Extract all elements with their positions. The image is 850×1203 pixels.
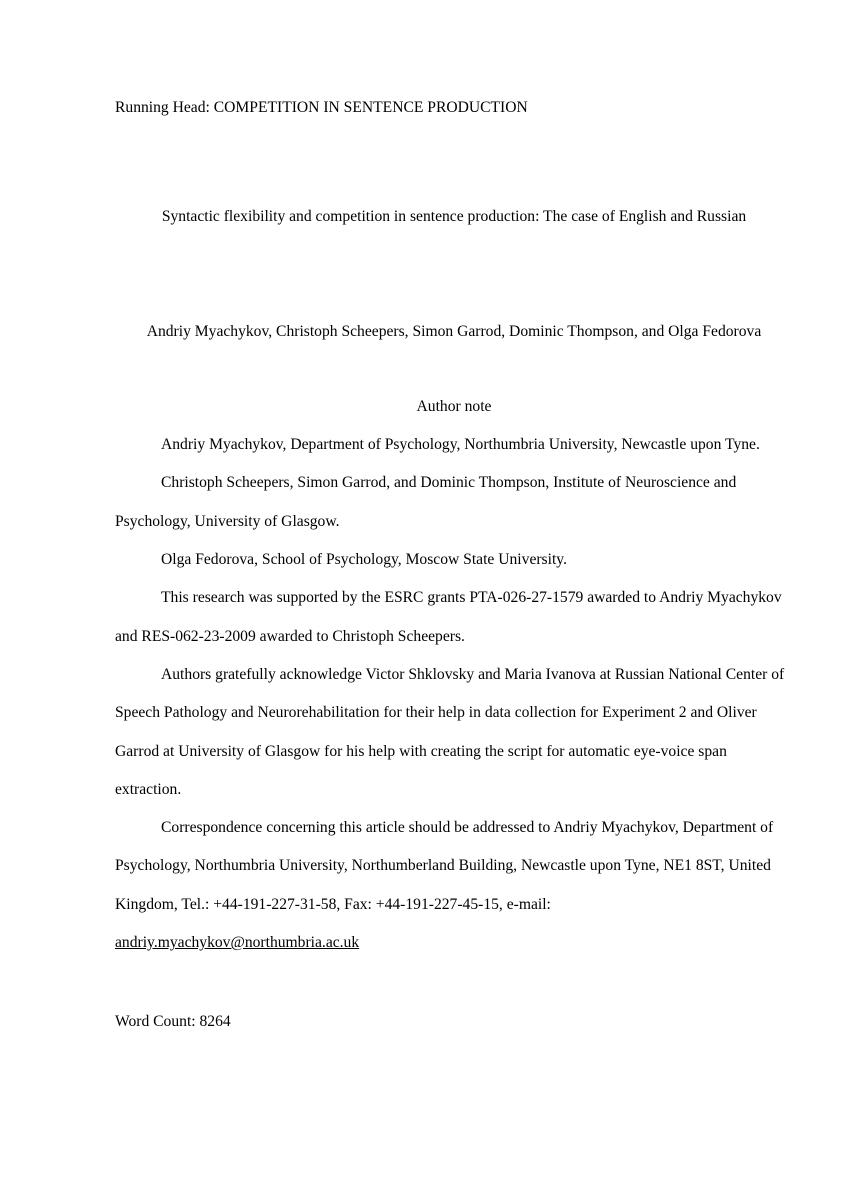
funding-paragraph: This research was supported by the ESRC grants PTA-026-27-1579 awarded to Andriy Myachykov and RES-062-23-2009 awarded to Christoph Scheepers. [115, 589, 782, 645]
page-content [115, 0, 793, 1042]
acknowledgements-paragraph: Authors gratefully acknowledge Victor Shklovsky and Maria Ivanova at Russian National Center of Speech Pathology and Neurorehabilitation for their help in data collection for Experiment 2 and Oliver Garrod at University of Glasgow for his help with creating the script for automatic eye-voice span extraction. [115, 665, 785, 798]
correspondence-text: Correspondence concerning this article should be addressed to Andriy Myachykov, Department of Psychology, Northumbria University, Northumberland Building, Newcastle upon Tyne, NE1 8ST, United Kingdom, Tel.: +44-191-227-31-58, Fax: +44-191-227-45-15, e-mail: [115, 819, 774, 913]
author-list: Andriy Myachykov, Christoph Scheepers, Simon Garrod, Dominic Thompson, and Olga Fedorova [146, 322, 762, 340]
running-head: Running Head: COMPETITION IN SENTENCE PRODUCTION [115, 99, 528, 116]
author-note-heading: Author note [416, 397, 492, 415]
correspondence-paragraph [115, 809, 793, 962]
word-count: Word Count: 8264 [115, 1013, 231, 1031]
affiliation-paragraph-fedorova: Olga Fedorova, School of Psychology, Moscow State University. [161, 551, 567, 569]
affiliation-paragraph-myachykov: Andriy Myachykov, Department of Psychology, Northumbria University, Newcastle upon Tyne. [161, 436, 760, 454]
affiliation-paragraph-glasgow: Christoph Scheepers, Simon Garrod, and Dominic Thompson, Institute of Neuroscience and Psychology, University of Glasgow. [115, 474, 737, 530]
email-link[interactable]: andriy.myachykov@northumbria.ac.uk [115, 934, 360, 952]
paper-title: Syntactic flexibility and competition in sentence production: The case of English and Russian [161, 208, 747, 226]
